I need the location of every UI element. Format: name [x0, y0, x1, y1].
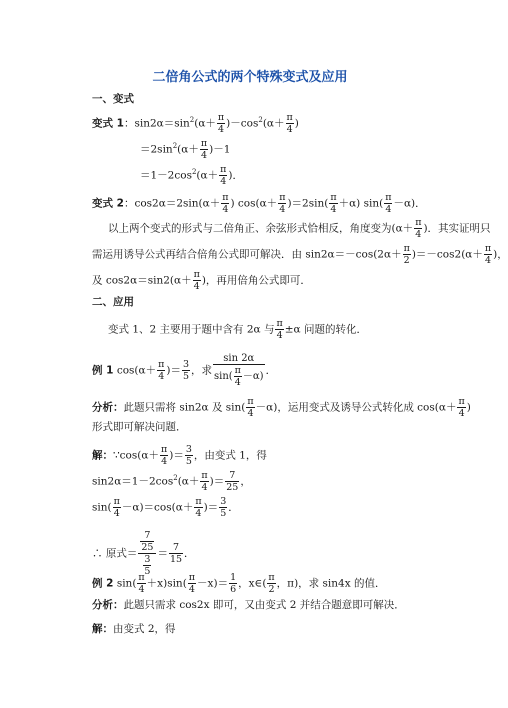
- variant1-line2: $=2\sin^2(\alpha+$ $\frac{\pi}{4}$ )－1: [140, 138, 231, 161]
- analysis2-label: 分析：: [92, 599, 124, 611]
- example1-label: 例 1: [92, 364, 114, 377]
- fraction: $\frac{\pi}{4}$: [200, 138, 208, 161]
- fraction: $\frac{\pi}{4}$: [222, 192, 229, 215]
- example1-line: 例 1 cos(α＋ $\frac{\pi}{4}$ )＝ $\frac{3}{5}$ ，求 sin 2α sin( $\frac{\pi}{4}$ －α) ．: [92, 353, 277, 388]
- variant2-line: 变式 2：cos2α＝2sin(α＋ $\frac{\pi}{4}$ ) cos(α＋ $\frac{\pi}{4}$ )＝2sin( $\frac{\pi}{4}$ ＋α) sin( $\frac{\pi}{4}$ －α)．: [92, 192, 426, 215]
- fraction: $\frac{\pi}{2}$: [268, 572, 275, 595]
- fraction: $\frac{\pi}{4}$: [158, 359, 165, 382]
- fraction: $\frac{\pi}{4}$: [113, 496, 120, 519]
- fraction: $\frac{\pi}{4}$: [458, 396, 465, 419]
- analysis1-label: 分析：: [92, 401, 124, 414]
- variant1-label: 变式 1: [92, 117, 124, 130]
- solution1-line4: ∴ 原式＝ $\frac{\frac{7}{25}}{\frac{3}{5}}$ ＝ $\frac{7}{15}$ ．: [92, 530, 195, 577]
- fraction: $\frac{\pi}{4}$: [330, 192, 337, 215]
- fraction: $\frac{\pi}{4}$: [217, 112, 225, 135]
- section-heading-applications: 二、应用: [92, 296, 134, 308]
- fraction: $\frac{\pi}{4}$: [138, 572, 145, 595]
- fraction: $\frac{1}{6}$: [230, 572, 237, 595]
- solution2-label: 解：: [92, 623, 113, 635]
- fraction: $\frac{\pi}{4}$: [385, 192, 392, 215]
- fraction: $\frac{7}{15}$: [169, 542, 183, 565]
- fraction: $\frac{\pi}{4}$: [188, 572, 196, 595]
- analysis2-line: 分析：此题只需求 cos2x 即可，又由变式 2 并结合题意即可解决．: [92, 599, 405, 611]
- page-title: 二倍角公式的两个特殊变式及应用: [152, 70, 348, 85]
- fraction: $\frac{3}{5}$: [185, 444, 192, 467]
- solution1-line1: 解：∵cos(α＋ $\frac{\pi}{4}$ )＝ $\frac{3}{5}$ ，由变式 1，得: [92, 444, 267, 467]
- variant1-line1: 变式 1：$\sin 2\alpha=\sin^2(\alpha+$ $\frac{\pi}{4}$ )$-\cos^2(\alpha+$ $\frac{\pi}{4}$ ): [92, 112, 299, 135]
- solution2-line: 解：由变式 2，得: [92, 623, 176, 635]
- variant2-label: 变式 2: [92, 197, 124, 210]
- fraction: $\frac{7}{25}$: [226, 470, 239, 493]
- analysis1-line2: 形式即可解决问题．: [92, 421, 187, 433]
- fraction: $\frac{\pi}{4}$: [286, 112, 293, 135]
- fraction: $\frac{\pi}{4}$: [160, 444, 168, 467]
- example2-line: 例 2 sin( $\frac{\pi}{4}$ ＋x)sin( $\frac{\pi}{4}$ －x)＝ $\frac{1}{6}$ ，x∈( $\frac{\pi}{2}$ ，π)，求 sin4x 的值．: [92, 572, 386, 595]
- fraction: $\frac{\pi}{4}$: [201, 470, 208, 493]
- fraction: $\frac{\pi}{4}$: [247, 396, 254, 419]
- section-heading-variants: 一、变式: [92, 93, 134, 105]
- fraction: $\frac{\pi}{2}$: [403, 243, 410, 266]
- fraction: $\frac{\pi}{4}$: [195, 496, 202, 519]
- paragraph-line1: 以上两个变式的形式与二倍角正、余弦形式恰相反，角度变为(α＋ $\frac{\pi}{4}$ )．其实证明只: [108, 217, 491, 240]
- compound-fraction: $\frac{\frac{7}{25}}{\frac{3}{5}}$: [138, 530, 156, 577]
- analysis1-line1: 分析：此题只需将 sin2α 及 sin( $\frac{\pi}{4}$ －α)，运用变式及诱导公式转化成 cos(α＋ $\frac{\pi}{4}$ ): [92, 396, 471, 419]
- variant1-line3: $=1-2\cos^2(\alpha+$ $\frac{\pi}{4}$ )．: [140, 164, 243, 187]
- fraction: $\frac{\pi}{4}$: [276, 318, 283, 341]
- solution1-label: 解：: [92, 449, 113, 462]
- paragraph-line2: 需运用诱导公式再结合倍角公式即可解决．由 sin2α＝－cos(2α＋ $\frac{\pi}{2}$ )＝－cos2(α＋ $\frac{\pi}{4}$ )，: [92, 243, 508, 266]
- fraction: $\frac{\pi}{4}$: [279, 192, 286, 215]
- paragraph-line3: 及 cos2α＝sin2(α＋ $\frac{\pi}{4}$ )，再用倍角公式即可．: [92, 269, 311, 292]
- compound-fraction: sin 2α sin( $\frac{\pi}{4}$ －α): [214, 353, 264, 388]
- solution1-line2: $\sin 2\alpha=1-2\cos^2(\alpha+$ $\frac{\pi}{4}$ )＝ $\frac{7}{25}$ ，: [92, 470, 251, 493]
- fraction: $\frac{\pi}{4}$: [415, 217, 422, 240]
- intro-line: 变式 1、2 主要用于题中含有 2α 与 $\frac{\pi}{4}$ ±α 问题的转化．: [108, 318, 367, 341]
- solution1-line3: sin( $\frac{\pi}{4}$ －α)＝cos(α＋ $\frac{\pi}{4}$ )＝ $\frac{3}{5}$ ．: [92, 496, 239, 519]
- fraction: $\frac{\pi}{4}$: [484, 243, 492, 266]
- fraction: $\frac{\pi}{4}$: [220, 164, 227, 187]
- example2-label: 例 2: [92, 577, 114, 590]
- fraction: $\frac{3}{5}$: [182, 359, 189, 382]
- fraction: $\frac{\pi}{4}$: [193, 269, 200, 292]
- fraction: $\frac{3}{5}$: [220, 496, 227, 519]
